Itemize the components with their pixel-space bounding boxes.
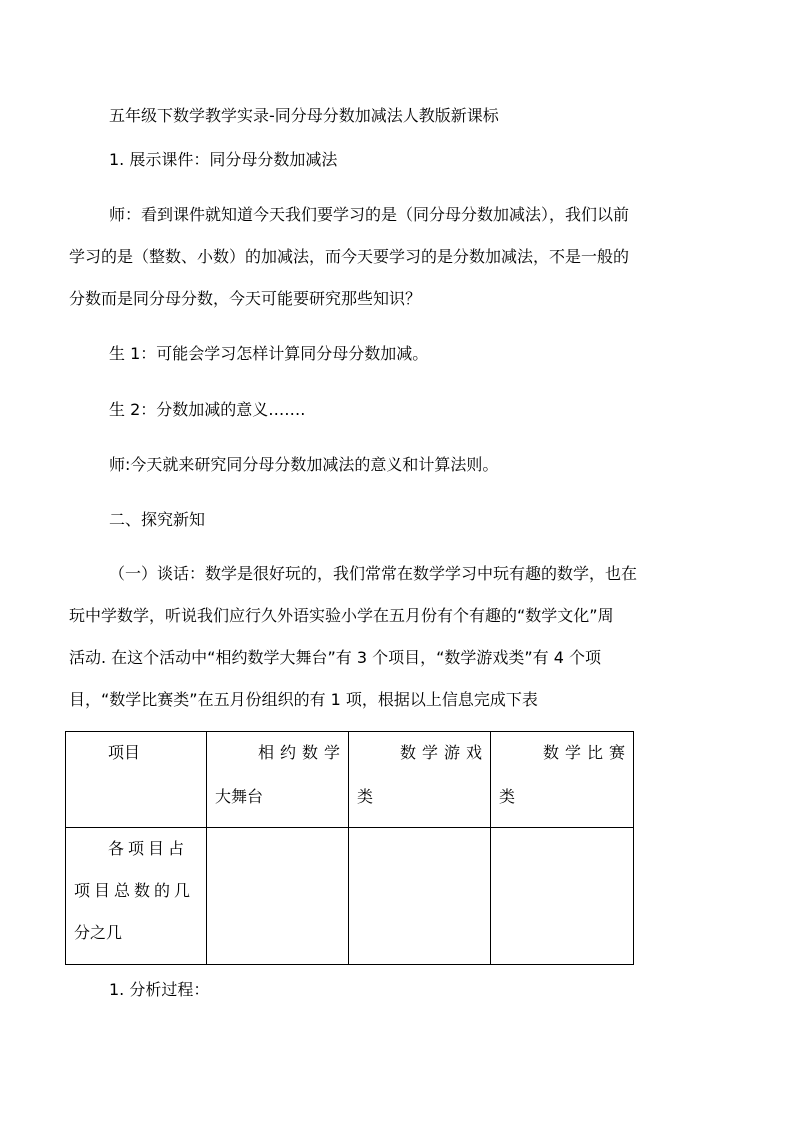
header-label-bottom: 大舞台 [215, 787, 264, 806]
table-header-cell [491, 732, 634, 828]
talk-paragraph-line: 目，“数学比赛类”在五月份组织的有 1 项，根据以上信息完成下表 [69, 690, 538, 709]
row-label-line: 项目总数的几 [74, 881, 195, 900]
table-row-label-cell [66, 828, 207, 965]
header-project-label: 项目 [108, 743, 141, 762]
table-cell [491, 828, 634, 965]
talk-paragraph-line: （一）谈话：数学是很好玩的，我们常常在数学学习中玩有趣的数学，也在 [109, 564, 638, 583]
section-heading: 二、探究新知 [109, 510, 206, 529]
table-header-row [66, 732, 634, 828]
table-cell [207, 828, 349, 965]
header-label-bottom: 类 [357, 787, 374, 806]
table-cell [349, 828, 491, 965]
row-label-line: 分之几 [74, 923, 123, 942]
row-label-line: 各项目占 [108, 839, 189, 858]
table-header-cell [66, 732, 207, 828]
talk-paragraph-line: 活动. 在这个活动中“相约数学大舞台”有 3 个项目，“数学游戏类”有 4 个项 [69, 648, 602, 667]
teacher-paragraph-line: 分数而是同分母分数，今天可能要研究那些知识？ [69, 289, 422, 308]
point-1: 1. 展示课件：同分母分数加减法 [109, 150, 338, 169]
header-label-top: 数学游戏 [399, 743, 488, 762]
student-2-answer: 生 2：分数加减的意义……. [109, 400, 306, 419]
analysis-heading: 1. 分析过程： [109, 980, 210, 999]
table-header-cell [349, 732, 491, 828]
header-label-bottom: 类 [499, 787, 516, 806]
header-label-top: 相约数学 [257, 743, 346, 762]
table-row [66, 828, 634, 965]
talk-paragraph-line: 玩中学数学，听说我们应行久外语实验小学在五月份有个有趣的“数学文化”周 [69, 606, 614, 625]
student-1-answer: 生 1：可能会学习怎样计算同分母分数加减。 [109, 344, 429, 363]
teacher-statement: 师:今天就来研究同分母分数加减法的意义和计算法则。 [109, 455, 499, 474]
activity-table [65, 731, 634, 965]
teacher-paragraph-line: 师：看到课件就知道今天我们要学习的是（同分母分数加减法），我们以前 [109, 205, 630, 224]
document-title: 五年级下数学教学实录-同分母分数加减法人教版新课标 [109, 106, 499, 125]
header-label-top: 数学比赛 [542, 743, 631, 762]
table-header-cell [207, 732, 349, 828]
teacher-paragraph-line: 学习的是（整数、小数）的加减法，而今天要学习的是分数加减法，不是一般的 [69, 247, 630, 266]
